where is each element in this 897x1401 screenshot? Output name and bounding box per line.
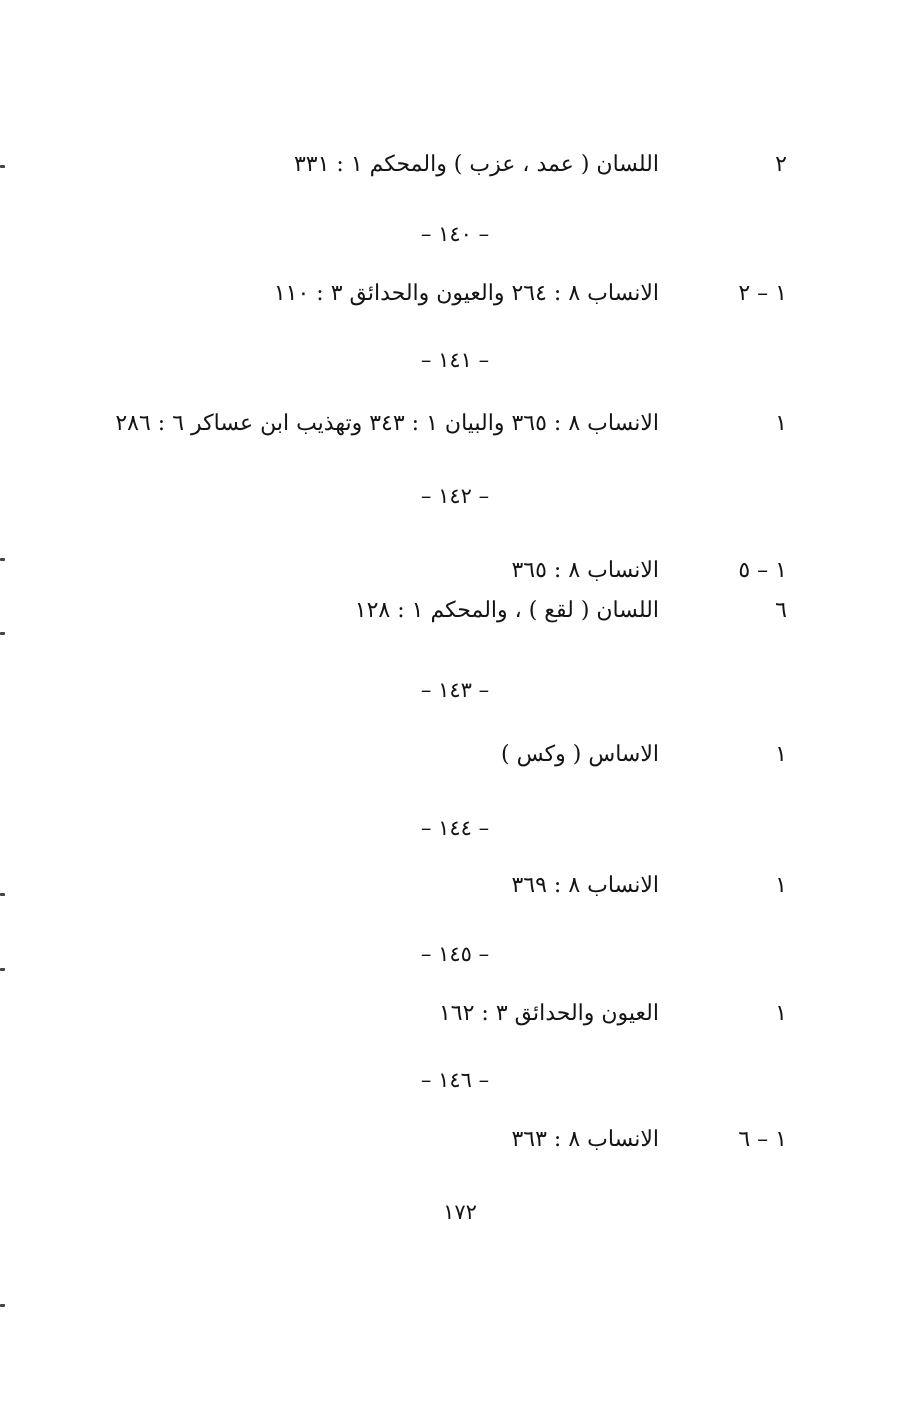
reference-entry [0, 994, 897, 1034]
source-citation: العيون والحدائق ٣ : ١٦٢ [438, 1001, 659, 1026]
source-citation: الانساب ٨ : ٣٦٩ [511, 873, 659, 898]
reference-entry [0, 1120, 897, 1160]
reference-entry [0, 866, 897, 906]
scan-mark [0, 632, 5, 635]
scan-mark [0, 968, 5, 971]
verse-range: ١ [775, 1001, 787, 1026]
source-citation: الانساب ٨ : ٣٦٣ [511, 1127, 659, 1152]
source-citation: الاساس ( وكس ) [501, 742, 659, 767]
reference-entry [0, 274, 897, 314]
verse-range: ٢ [775, 152, 787, 177]
section-number: – ١٤٦ – [420, 1068, 490, 1092]
source-citation: الانساب ٨ : ٢٦٤ والعيون والحدائق ٣ : ١١٠ [273, 281, 659, 306]
reference-entry [0, 404, 897, 444]
verse-range: ١ – ٢ [738, 281, 787, 306]
section-number: – ١٤٠ – [420, 222, 490, 246]
source-citation: اللسان ( لقع ) ، والمحكم ١ : ١٢٨ [354, 598, 659, 623]
section-number: – ١٤٥ – [420, 942, 490, 966]
verse-range: ١ – ٦ [738, 1127, 787, 1152]
verse-range: ١ [775, 873, 787, 898]
section-number: – ١٤٢ – [420, 484, 490, 508]
verse-range: ١ [775, 411, 787, 436]
verse-range: ١ – ٥ [738, 558, 787, 583]
reference-entry [0, 591, 897, 631]
reference-entry [0, 551, 897, 591]
section-number: – ١٤٣ – [420, 678, 490, 702]
reference-entry [0, 145, 897, 185]
verse-range: ٦ [775, 598, 787, 623]
scan-mark [0, 558, 5, 561]
scan-mark [0, 165, 5, 168]
reference-entry [0, 735, 897, 775]
page-number: ١٧٢ [443, 1200, 477, 1224]
scan-mark [0, 1304, 5, 1307]
section-number: – ١٤٤ – [420, 816, 490, 840]
source-citation: اللسان ( عمد ، عزب ) والمحكم ١ : ٣٣١ [293, 152, 659, 177]
source-citation: الانساب ٨ : ٣٦٥ [511, 558, 659, 583]
scan-mark [0, 893, 5, 896]
section-number: – ١٤١ – [420, 348, 490, 372]
verse-range: ١ [775, 742, 787, 767]
source-citation: الانساب ٨ : ٣٦٥ والبيان ١ : ٣٤٣ وتهذيب ابن عساكر ٦ : ٢٨٦ [115, 411, 659, 436]
